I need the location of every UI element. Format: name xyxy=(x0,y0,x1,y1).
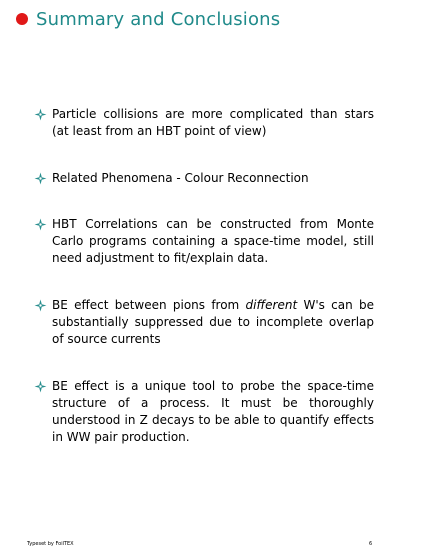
emphasis-text: different xyxy=(245,298,298,312)
bullet-icon xyxy=(34,380,47,393)
footer-typeset-note: Typeset by FoilTEX xyxy=(27,541,74,547)
list-item xyxy=(34,106,374,140)
bullet-icon xyxy=(34,299,47,312)
list-item xyxy=(34,378,374,446)
page-number: 6 xyxy=(369,541,373,547)
list-item xyxy=(34,297,374,348)
page-title: Summary and Conclusions xyxy=(36,8,281,30)
bullet-text: BE effect is a unique tool to probe the space-time structure of a process. It must be thoroughly understood in Z decays to be able to quantify effects in WW pair production. xyxy=(52,379,374,444)
list-item xyxy=(34,216,374,267)
bullet-icon xyxy=(34,218,47,231)
slide-header xyxy=(16,6,280,32)
bullet-icon xyxy=(34,172,47,185)
list-item xyxy=(34,170,374,187)
bullet-text: BE effect between pions from different W's can be substantially suppressed due to incomplete overlap of source currents xyxy=(52,298,374,346)
title-dot-icon xyxy=(16,13,28,25)
bullet-text: HBT Correlations can be constructed from Monte Carlo programs containing a space-time model, still need adjustment to fit/explain data. xyxy=(52,217,374,265)
bullet-text: Related Phenomena - Colour Reconnection xyxy=(52,171,309,185)
bullet-text: Particle collisions are more complicated than stars (at least from an HBT point of view) xyxy=(52,107,374,138)
bullet-icon xyxy=(34,108,47,121)
